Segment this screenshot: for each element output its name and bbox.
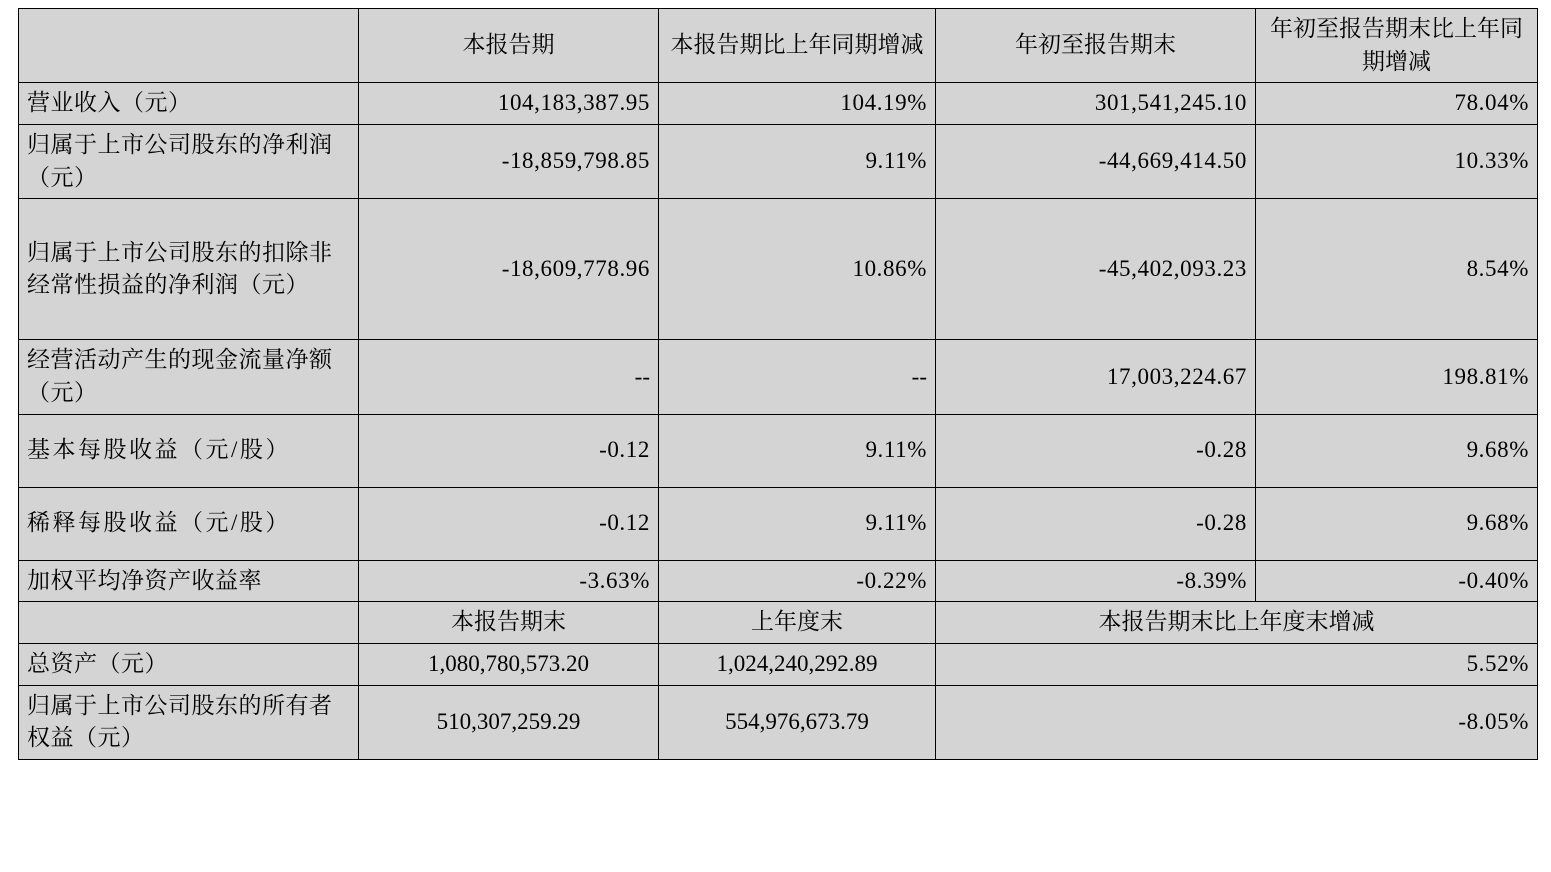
table-row — [19, 83, 1538, 125]
cell-basic-eps-current: -0.12 — [359, 414, 659, 487]
cell-net-profit-deducted-current-yoy: 10.86% — [659, 199, 936, 340]
header-cell-current-period-yoy: 本报告期比上年同期增减 — [659, 9, 936, 83]
cell-operating-cashflow-current-yoy: -- — [659, 340, 936, 414]
cell-diluted-eps-ytd-yoy: 9.68% — [1256, 487, 1538, 560]
cell-net-profit-current: -18,859,798.85 — [359, 124, 659, 198]
header-cell-ytd: 年初至报告期末 — [936, 9, 1256, 83]
cell-revenue-ytd-yoy: 78.04% — [1256, 83, 1538, 125]
cell-diluted-eps-current: -0.12 — [359, 487, 659, 560]
table-row — [19, 487, 1538, 560]
row-label-weighted-roe: 加权平均净资产收益率 — [19, 560, 359, 602]
table-header-row — [19, 9, 1538, 83]
cell-revenue-current-yoy: 104.19% — [659, 83, 936, 125]
table-header-row-2 — [19, 602, 1538, 644]
cell-equity-period-end: 510,307,259.29 — [359, 685, 659, 759]
financial-summary-table — [18, 8, 1538, 760]
cell-total-assets-prior-year-end: 1,024,240,292.89 — [659, 643, 936, 685]
row-label-net-profit: 归属于上市公司股东的净利润（元） — [19, 124, 359, 198]
table-row — [19, 340, 1538, 414]
cell-operating-cashflow-ytd: 17,003,224.67 — [936, 340, 1256, 414]
cell-total-assets-change: 5.52% — [936, 643, 1538, 685]
cell-revenue-current: 104,183,387.95 — [359, 83, 659, 125]
header2-cell-change: 本报告期末比上年度末增减 — [936, 602, 1538, 644]
cell-operating-cashflow-ytd-yoy: 198.81% — [1256, 340, 1538, 414]
cell-equity-prior-year-end: 554,976,673.79 — [659, 685, 936, 759]
cell-diluted-eps-current-yoy: 9.11% — [659, 487, 936, 560]
cell-net-profit-deducted-ytd-yoy: 8.54% — [1256, 199, 1538, 340]
cell-net-profit-ytd-yoy: 10.33% — [1256, 124, 1538, 198]
header-cell-ytd-yoy: 年初至报告期末比上年同期增减 — [1256, 9, 1538, 83]
table-row — [19, 124, 1538, 198]
header-cell-empty — [19, 9, 359, 83]
table-row — [19, 414, 1538, 487]
header2-cell-prior-year-end: 上年度末 — [659, 602, 936, 644]
header2-cell-period-end: 本报告期末 — [359, 602, 659, 644]
row-label-revenue: 营业收入（元） — [19, 83, 359, 125]
cell-total-assets-period-end: 1,080,780,573.20 — [359, 643, 659, 685]
row-label-basic-eps: 基本每股收益（元/股） — [19, 414, 359, 487]
table-row — [19, 199, 1538, 340]
row-label-operating-cashflow: 经营活动产生的现金流量净额（元） — [19, 340, 359, 414]
row-label-total-assets: 总资产（元） — [19, 643, 359, 685]
cell-weighted-roe-current: -3.63% — [359, 560, 659, 602]
cell-basic-eps-ytd: -0.28 — [936, 414, 1256, 487]
header2-cell-empty — [19, 602, 359, 644]
cell-net-profit-ytd: -44,669,414.50 — [936, 124, 1256, 198]
cell-net-profit-current-yoy: 9.11% — [659, 124, 936, 198]
table-row — [19, 560, 1538, 602]
cell-weighted-roe-current-yoy: -0.22% — [659, 560, 936, 602]
table-row — [19, 685, 1538, 759]
table-row — [19, 643, 1538, 685]
cell-revenue-ytd: 301,541,245.10 — [936, 83, 1256, 125]
cell-basic-eps-ytd-yoy: 9.68% — [1256, 414, 1538, 487]
cell-diluted-eps-ytd: -0.28 — [936, 487, 1256, 560]
cell-net-profit-deducted-ytd: -45,402,093.23 — [936, 199, 1256, 340]
cell-net-profit-deducted-current: -18,609,778.96 — [359, 199, 659, 340]
cell-weighted-roe-ytd-yoy: -0.40% — [1256, 560, 1538, 602]
row-label-diluted-eps: 稀释每股收益（元/股） — [19, 487, 359, 560]
cell-operating-cashflow-current: -- — [359, 340, 659, 414]
row-label-net-profit-deducted: 归属于上市公司股东的扣除非经常性损益的净利润（元） — [19, 199, 359, 340]
header-cell-current-period: 本报告期 — [359, 9, 659, 83]
cell-weighted-roe-ytd: -8.39% — [936, 560, 1256, 602]
cell-equity-change: -8.05% — [936, 685, 1538, 759]
cell-basic-eps-current-yoy: 9.11% — [659, 414, 936, 487]
row-label-equity: 归属于上市公司股东的所有者权益（元） — [19, 685, 359, 759]
